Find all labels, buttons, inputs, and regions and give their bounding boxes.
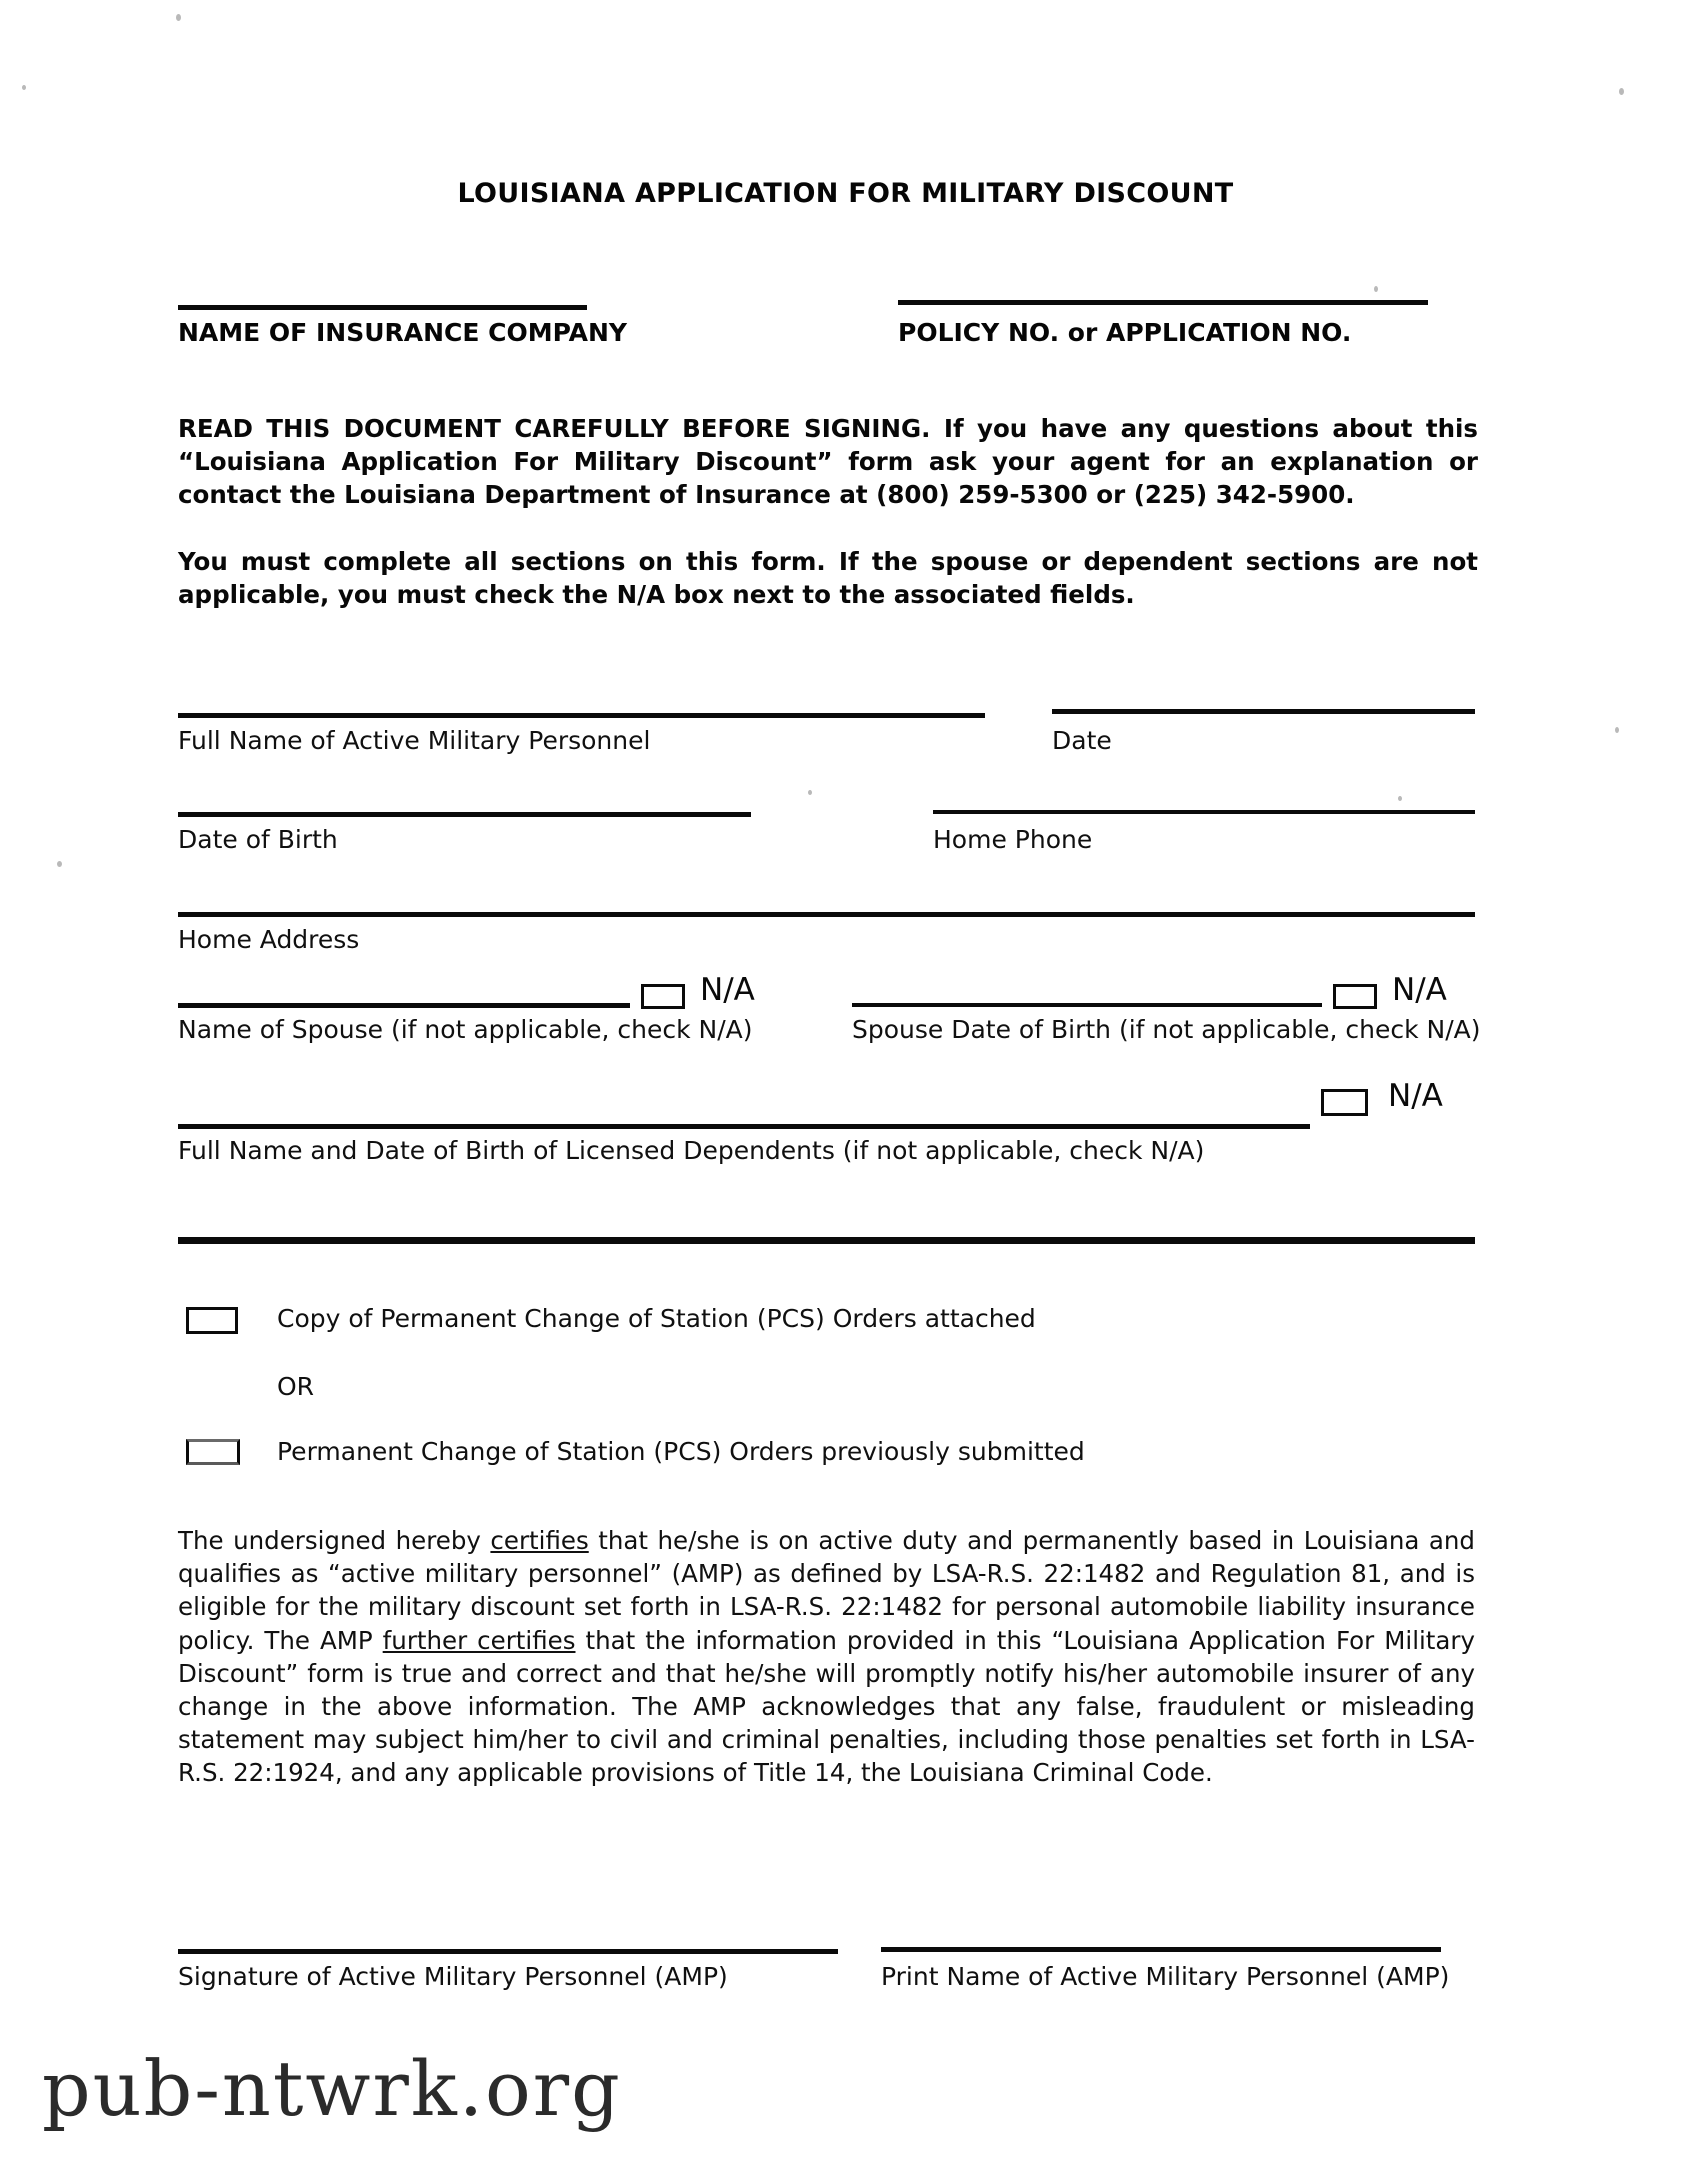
signature-label: Signature of Active Military Personnel (AMP) <box>178 1962 728 1991</box>
instruction-complete-sections: You must complete all sections on this form. If the spouse or dependent sections are not applicable, you must check the N/A box next to the associated fields. <box>178 547 1478 609</box>
scan-artifact <box>1374 286 1378 292</box>
scan-artifact <box>1619 88 1624 95</box>
scan-artifact <box>808 790 812 795</box>
date-of-birth-label: Date of Birth <box>178 825 338 854</box>
full-name-label: Full Name of Active Military Personnel <box>178 726 651 755</box>
pcs-orders-attached-label: Copy of Permanent Change of Station (PCS) Orders attached <box>277 1304 1036 1333</box>
policy-number-caption: POLICY NO. or APPLICATION NO. <box>898 318 1352 347</box>
scan-artifact <box>22 85 26 90</box>
insurance-company-rule <box>178 305 587 310</box>
home-address-rule <box>178 912 1475 917</box>
spouse-dob-label: Spouse Date of Birth (if not applicable, check N/A) <box>852 1015 1481 1044</box>
insurance-company-caption: NAME OF INSURANCE COMPANY <box>178 318 628 347</box>
dependents-label: Full Name and Date of Birth of Licensed Dependents (if not applicable, check N/A) <box>178 1136 1205 1165</box>
spouse-name-na-checkbox[interactable] <box>641 984 685 1009</box>
spouse-dob-rule <box>852 1003 1322 1007</box>
policy-number-rule <box>898 300 1428 305</box>
pcs-or-label: OR <box>277 1372 315 1401</box>
section-divider <box>178 1237 1475 1244</box>
full-name-rule <box>178 713 985 718</box>
scan-artifact <box>1398 796 1402 801</box>
home-phone-label: Home Phone <box>933 825 1093 854</box>
certification-part2: that he/she is on active duty and permanently based in Louisiana and qualifies as “active military personnel” (AMP) as defined by LSA-R.S. 22:1482 and Regulation 81, and is eligible for the military discount set forth in LSA-R.S. 22:1482 for personal automobile liability insurance policy. The AMP <box>178 1526 1475 1655</box>
print-name-rule <box>881 1947 1441 1952</box>
certification-underline-certifies: certifies <box>490 1526 589 1555</box>
instruction-read-carefully: READ THIS DOCUMENT CAREFULLY BEFORE SIGNING. If you have any questions about this “Louisiana Application For Military Discount” form ask your agent for an explanation or contact the Louisiana Department of Insurance at (800) 259-5300 or (225) 342-5900. <box>178 414 1478 509</box>
signature-rule <box>178 1949 838 1954</box>
spouse-name-na-label: N/A <box>700 972 755 1008</box>
scan-artifact <box>176 14 181 21</box>
pcs-orders-attached-checkbox[interactable] <box>186 1307 238 1334</box>
scan-artifact <box>1615 727 1619 733</box>
spouse-name-label: Name of Spouse (if not applicable, check N/A) <box>178 1015 753 1044</box>
watermark-text: pub-ntwrk.org <box>42 2044 622 2133</box>
scan-artifact <box>57 861 62 867</box>
home-address-label: Home Address <box>178 925 360 954</box>
pcs-orders-previously-submitted-label: Permanent Change of Station (PCS) Orders previously submitted <box>277 1437 1085 1466</box>
spouse-dob-na-label: N/A <box>1392 972 1447 1008</box>
dependents-rule <box>178 1124 1310 1129</box>
spouse-name-rule <box>178 1003 630 1008</box>
date-of-birth-rule <box>178 812 751 817</box>
pcs-orders-previously-submitted-checkbox[interactable] <box>186 1439 240 1465</box>
print-name-label: Print Name of Active Military Personnel (AMP) <box>881 1962 1450 1991</box>
date-rule <box>1052 709 1475 714</box>
home-phone-rule <box>933 810 1475 814</box>
page-title: LOUISIANA APPLICATION FOR MILITARY DISCOUNT <box>457 178 1234 209</box>
certification-paragraph <box>178 1524 1475 1790</box>
date-label: Date <box>1052 726 1112 755</box>
dependents-na-label: N/A <box>1388 1078 1443 1114</box>
certification-part3: that the information provided in this “Louisiana Application For Military Discount” form is true and correct and that he/she will promptly notify his/her automobile insurer of any change in the above information. The AMP acknowledges that any false, fraudulent or misleading statement may subject him/her to civil and criminal penalties, including those penalties set forth in LSA-R.S. 22:1924, and any applicable provisions of Title 14, the Louisiana Criminal Code. <box>178 1625 1475 1788</box>
dependents-na-checkbox[interactable] <box>1321 1089 1368 1116</box>
certification-part1: The undersigned hereby <box>178 1526 491 1555</box>
certification-underline-further-certifies: further certifies <box>382 1625 576 1655</box>
spouse-dob-na-checkbox[interactable] <box>1333 984 1377 1009</box>
